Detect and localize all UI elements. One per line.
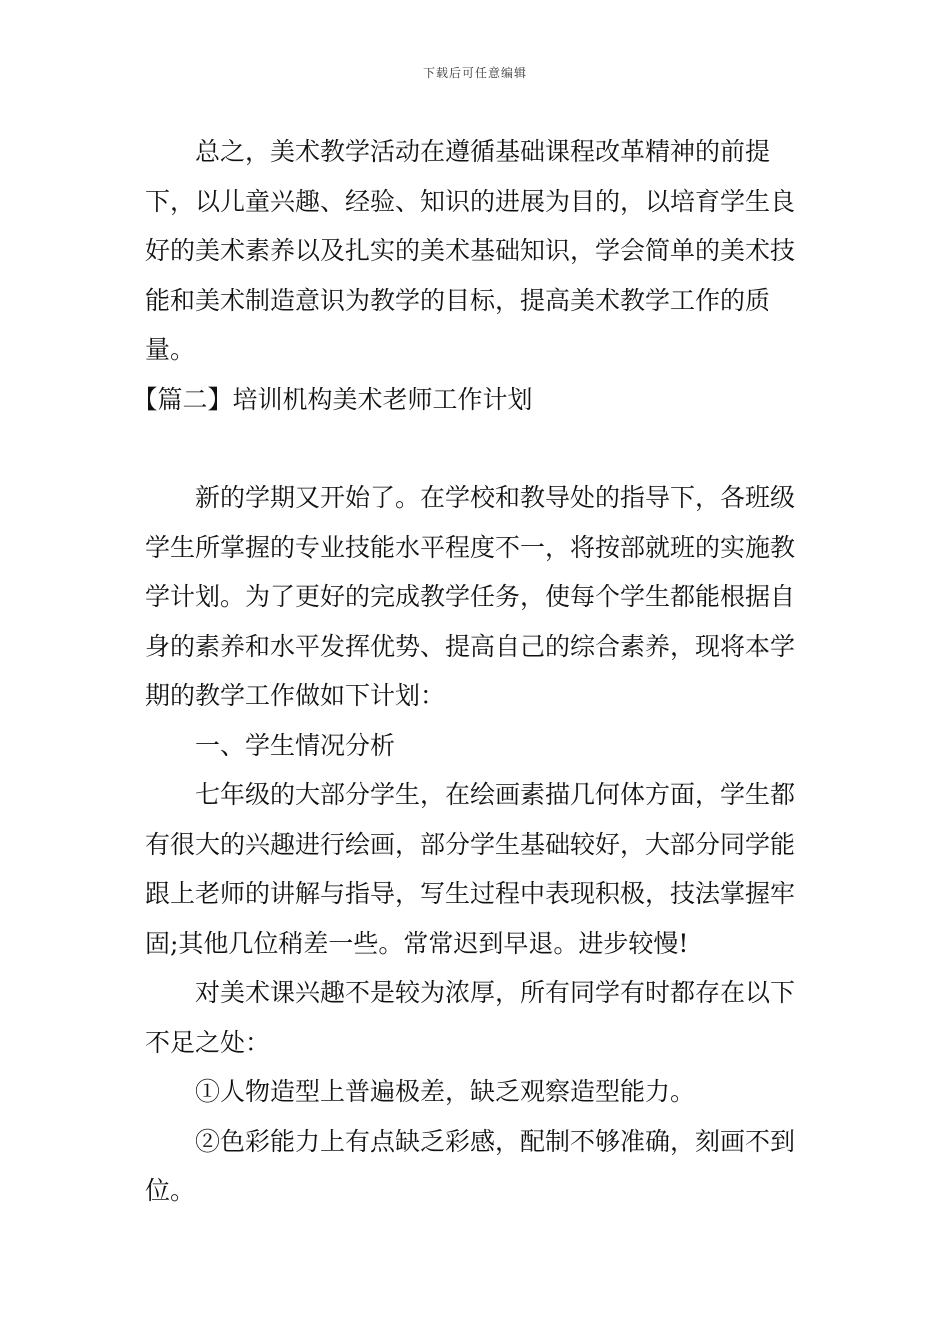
list-item-figure-modeling: ①人物造型上普遍极差，缺乏观察造型能力。 xyxy=(195,1077,696,1106)
paragraph-grade-seven: 七年级的大部分学生，在绘画素描几何体方面，学生都有很大的兴趣进行绘画，部分学生基础较好，大部分同学能跟上老师的讲解与指导，写生过程中表现积极，技法掌握牢固;其他几位稍差一些。常常迟到早退。进步较慢! xyxy=(145,780,796,958)
page-header: 下载后可任意编辑 xyxy=(422,66,527,80)
list-item-color-ability: ②色彩能力上有点缺乏彩感，配制不够准确，刻画不到位。 xyxy=(145,1126,796,1205)
section-heading: 【篇二】培训机构美术老师工作计划 xyxy=(132,384,533,414)
blank-line xyxy=(145,424,810,473)
paragraph-intro: 新的学期又开始了。在学校和教导处的指导下，各班级学生所掌握的专业技能水平程度不一，将按部就班的实施教学计划。为了更好的完成教学任务，使每个学生都能根据自身的素养和水平发挥优势、提高自己的综合素养，现将本学期的教学工作做如下计划： xyxy=(145,483,796,710)
paragraph-summary: 总之，美术教学活动在遵循基础课程改革精神的前提下，以儿童兴趣、经验、知识的进展为目的，以培育学生良好的美术素养以及扎实的美术基础知识，学会简单的美术技能和美术制造意识为教学的目标，提高美术教学工作的质量。 xyxy=(145,137,796,364)
paragraph-shortcomings: 对美术课兴趣不是较为浓厚，所有同学有时都存在以下不足之处： xyxy=(145,978,796,1057)
document-body xyxy=(132,127,810,1216)
subheading-student-analysis: 一、学生情况分析 xyxy=(195,730,396,760)
